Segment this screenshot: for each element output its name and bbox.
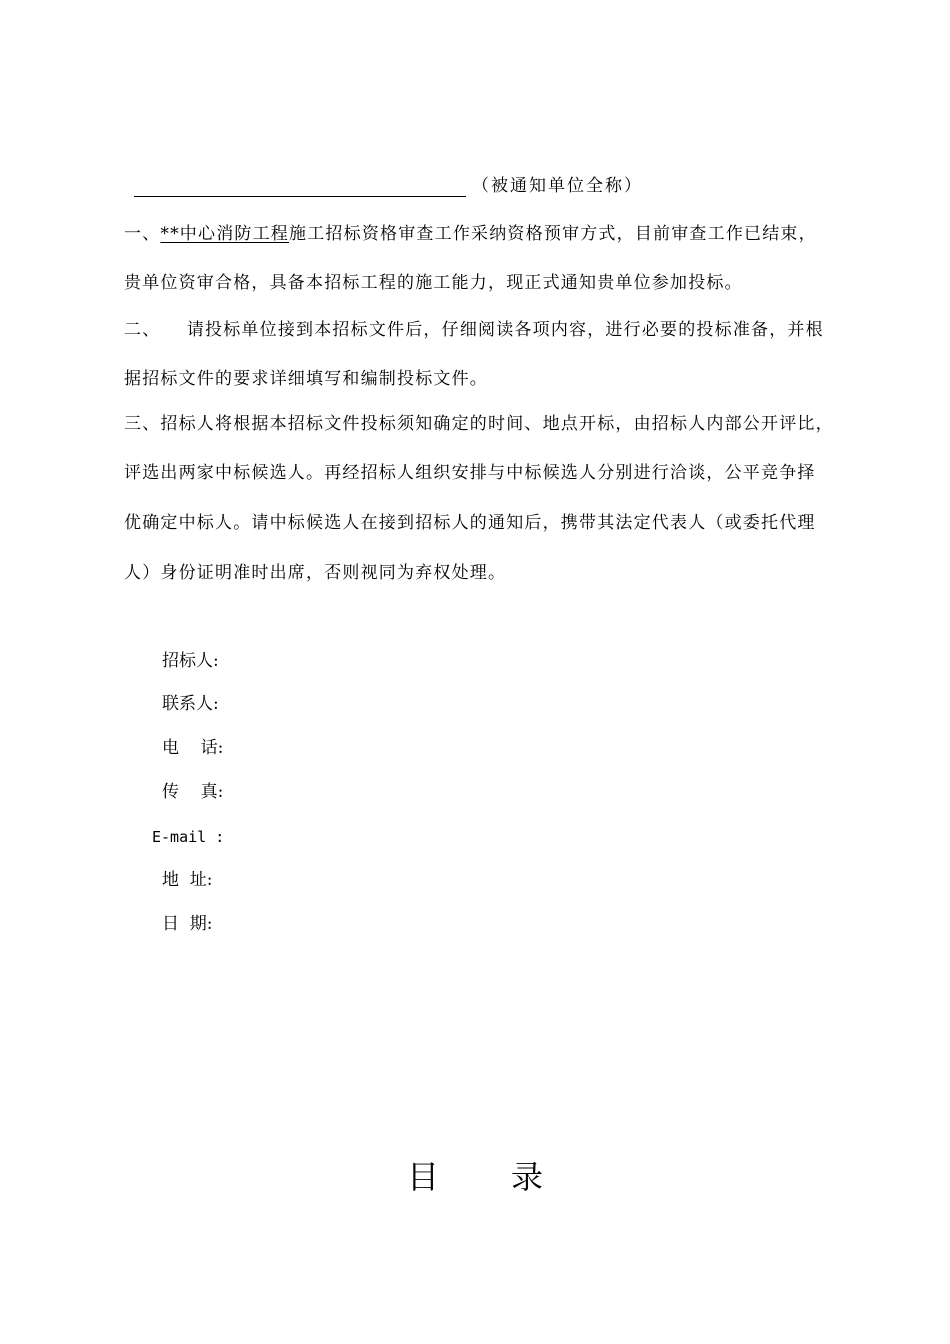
- tenderer-label: 招标人:: [162, 651, 219, 671]
- paragraph-1-rest: 施工招标资格审查工作采纳资格预审方式，目前审查工作已结束，: [289, 224, 817, 244]
- project-name: **中心消防工程: [160, 224, 290, 244]
- recipient-line: [134, 175, 643, 197]
- paragraph-3-line-3: 优确定中标人。请中标候选人在接到招标人的通知后，携带其法定代表人（或委托代理: [124, 513, 816, 533]
- email-label: E-mail :: [152, 828, 225, 846]
- paragraph-3-line-2: 评选出两家中标候选人。再经招标人组织安排与中标候选人分别进行洽谈，公平竞争择: [124, 463, 816, 483]
- recipient-label: （被通知单位全称）: [472, 176, 643, 196]
- fax-label: 传 真:: [162, 782, 224, 802]
- paragraph-2-line-1: 二、 请投标单位接到本招标文件后，仔细阅读各项内容，进行必要的投标准备，并根: [124, 320, 824, 340]
- paragraph-3-line-1: 三、招标人将根据本招标文件投标须知确定的时间、地点开标，由招标人内部公开评比，: [124, 414, 834, 434]
- toc-title: 目录: [406, 1158, 615, 1196]
- paragraph-1-prefix: 一、: [124, 224, 161, 244]
- phone-label: 电 话:: [162, 738, 224, 758]
- paragraph-1-line-2: 贵单位资审合格，具备本招标工程的施工能力，现正式通知贵单位参加投标。: [124, 273, 743, 293]
- paragraph-3-line-4: 人）身份证明准时出席，否则视同为弃权处理。: [124, 563, 507, 583]
- paragraph-2-line-2: 据招标文件的要求详细填写和编制投标文件。: [124, 369, 488, 389]
- recipient-blank: [134, 178, 466, 197]
- paragraph-1-line-1: [124, 222, 864, 246]
- address-label: 地 址:: [162, 870, 213, 890]
- date-label: 日 期:: [162, 914, 213, 934]
- contact-person-label: 联系人:: [162, 694, 219, 714]
